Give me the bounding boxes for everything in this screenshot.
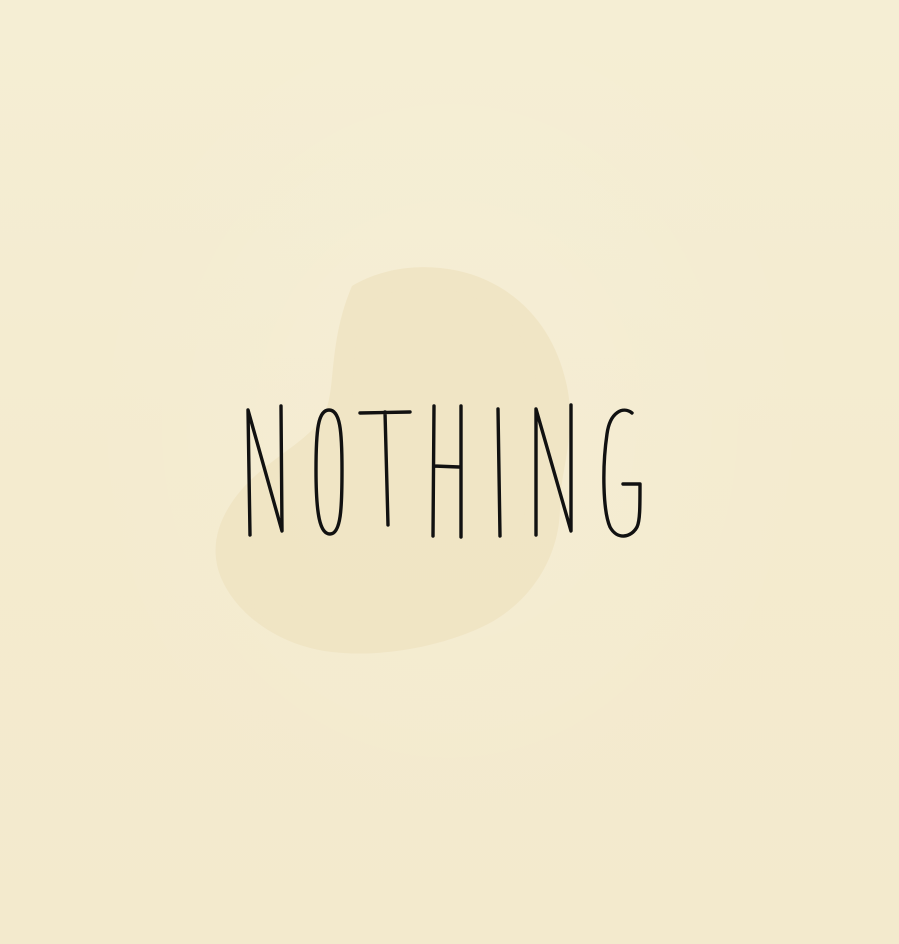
letter-n-2 xyxy=(536,405,571,535)
letter-g xyxy=(604,410,640,536)
letter-h xyxy=(433,406,461,537)
letter-t xyxy=(360,412,410,525)
letter-i xyxy=(498,409,500,536)
letter-n-1 xyxy=(248,406,282,535)
letter-o xyxy=(316,410,342,534)
